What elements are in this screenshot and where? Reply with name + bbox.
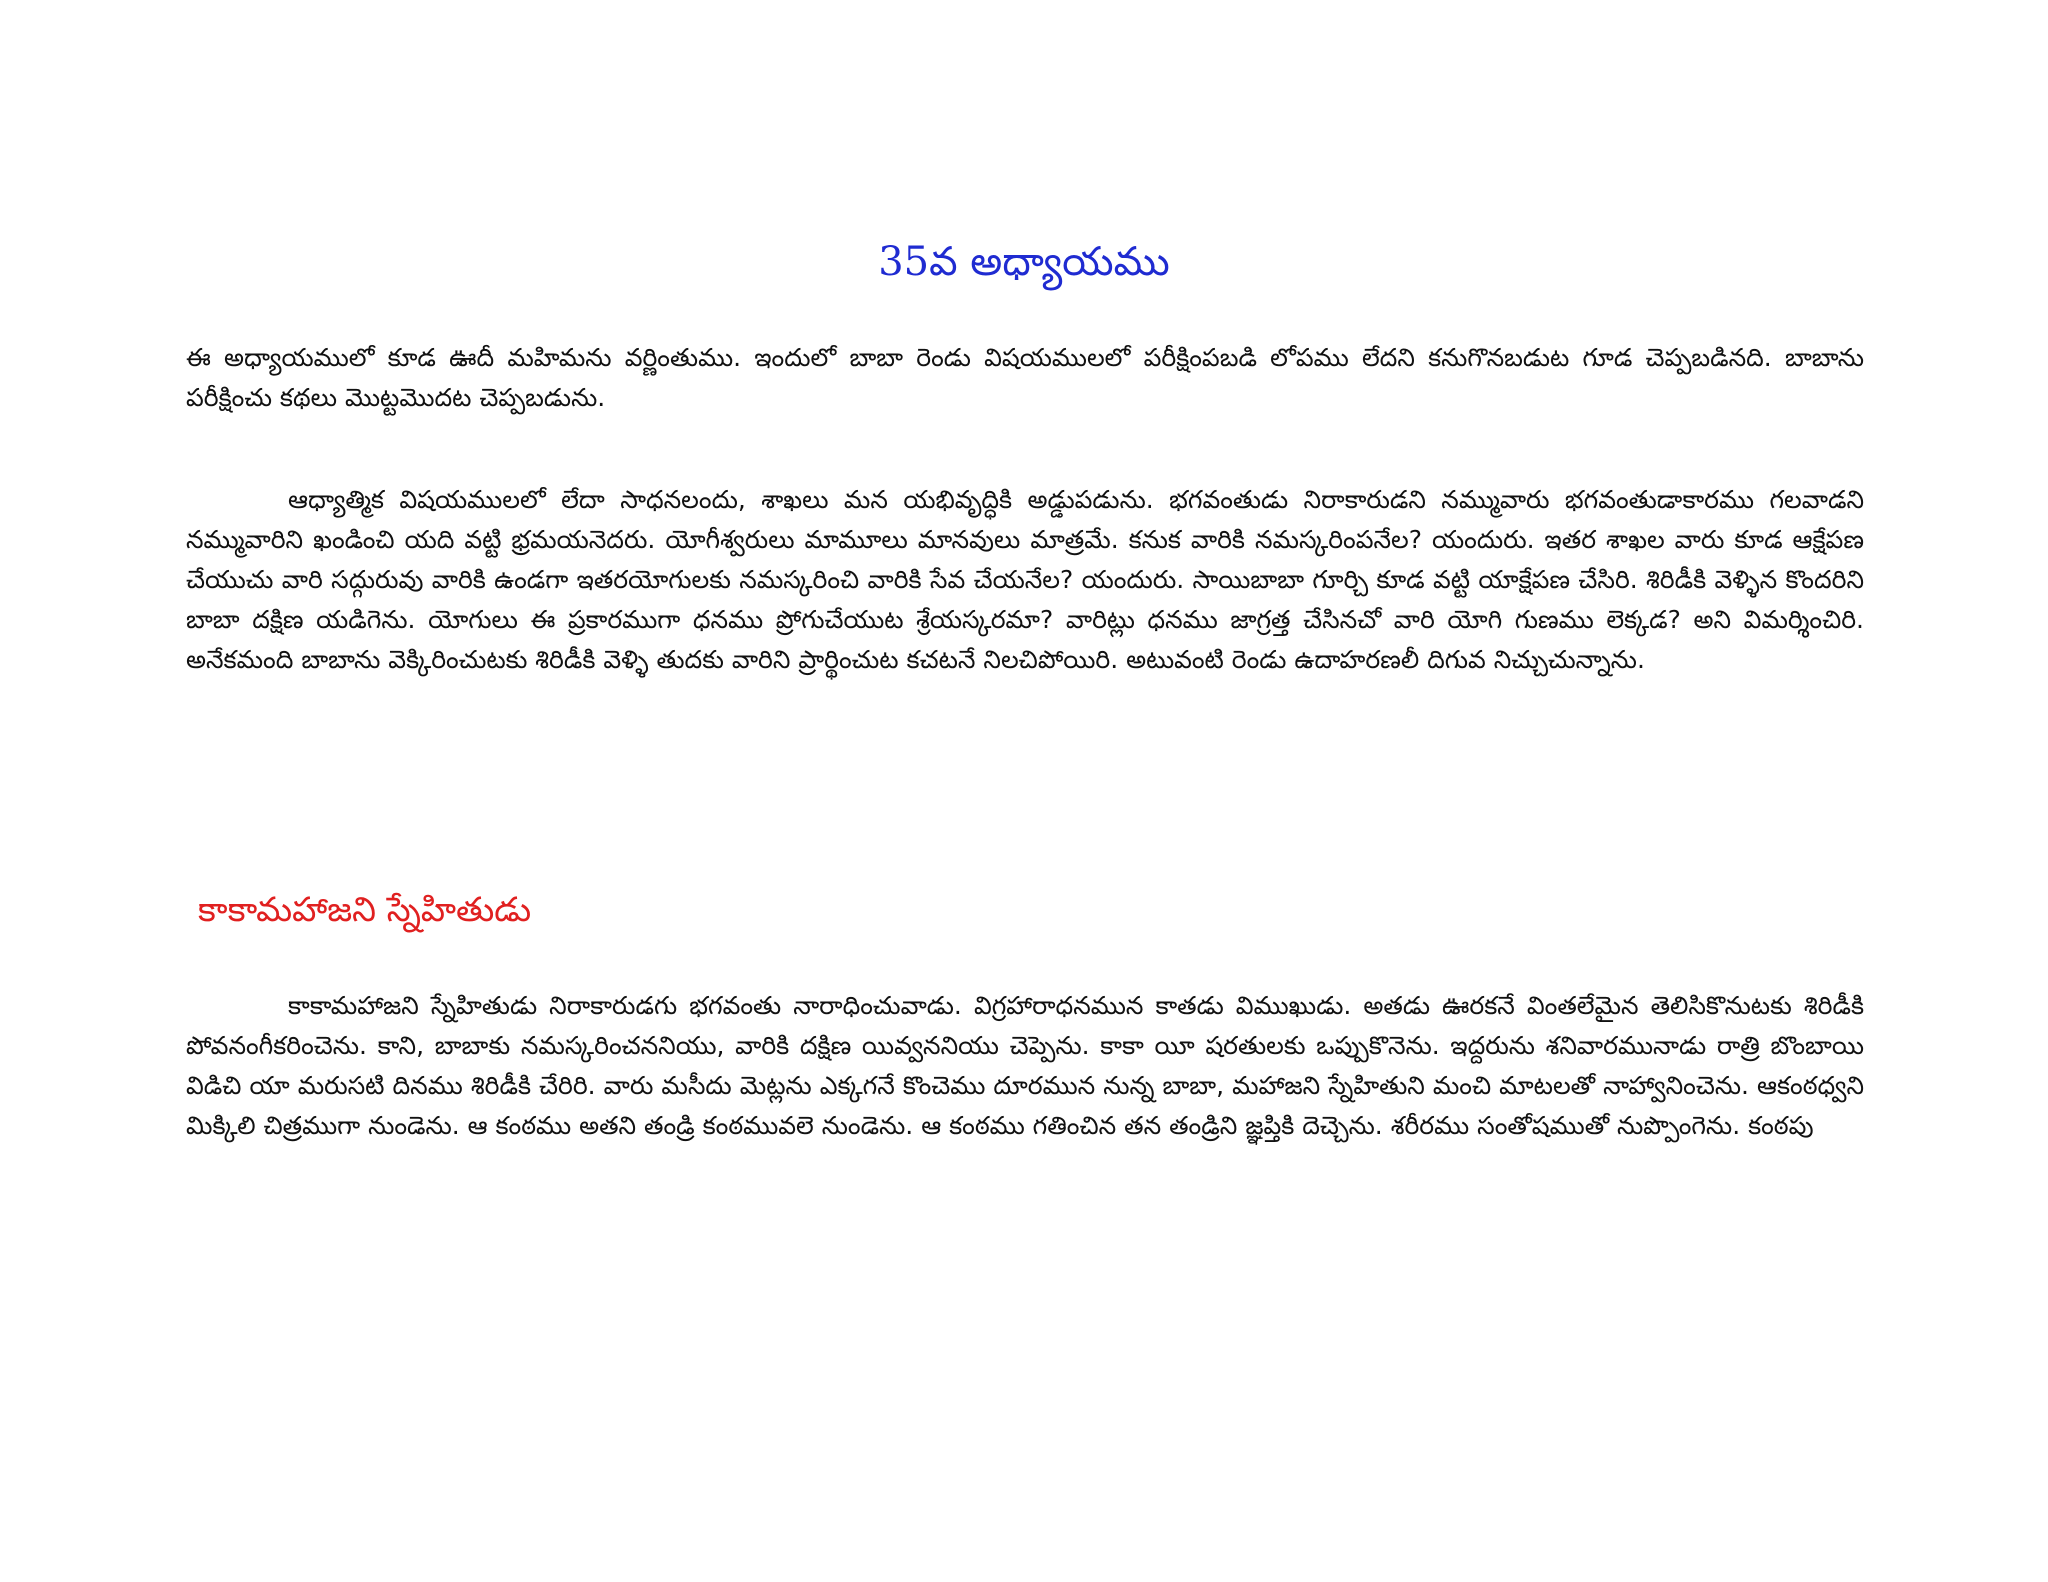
chapter-title: 35వ అధ్యాయము bbox=[878, 239, 1170, 285]
paragraph-story: కాకామహాజని స్నేహితుడు నిరాకారుడగు భగవంతు నారాధించువాడు. విగ్రహారాధనమున కాతడు విముఖుడు. అతడు ఊరకనే వింతలేమైన తెలిసికొనుటకు శిరిడీకి పోవనంగీకరించెను. కాని, బాబాకు నమస్కరించననియు, వారికి దక్షిణ యివ్వననియు చెప్పెను. కాకా యీ షరతులకు ఒప్పుకొనెను. ఇద్దరును శనివారమునాడు రాత్రి బొంబాయి విడిచి యా మరుసటి దినము శిరిడీకి చేరిరి. వారు మసీదు మెట్లను ఎక్కగనే కొంచెము దూరమున నున్న బాబా, మహాజని స్నేహితుని మంచి మాటలతో నాహ్వానించెను. ఆకంఠధ్వని మిక్కిలి చిత్రముగా నుండెను. ఆ కంఠము అతని తండ్రి కంఠమువలె నుండెను. ఆ కంఠము గతించిన తన తండ్రిని జ్ఞప్తికి దెచ్చెను. శరీరము సంతోషముతో నుప్పొంగెను. కంఠపు bbox=[186, 991, 1864, 1140]
section-heading: కాకామహాజని స్నేహితుడు bbox=[198, 890, 532, 930]
paragraph-intro: ఈ అధ్యాయములో కూడ ఊదీ మహిమను వర్ణింతుము. ఇందులో బాబా రెండు విషయములలో పరీక్షింపబడి లోపము లేదని కనుగొనబడుట గూడ చెప్పబడినది. బాబాను పరీక్షించు కథలు మొట్టమొదట చెప్పబడును. bbox=[186, 343, 1864, 412]
paragraph-sects: ఆధ్యాత్మిక విషయములలో లేదా సాధనలందు, శాఖలు మన యభివృద్ధికి అడ్డుపడును. భగవంతుడు నిరాకారుడని నమ్మువారు భగవంతుడాకారము గలవాడని నమ్మువారిని ఖండించి యది వట్టి భ్రమయనెదరు. యోగీశ్వరులు మామూలు మానవులు మాత్రమే. కనుక వారికి నమస్కరింపనేల? యందురు. ఇతర శాఖల వారు కూడ ఆక్షేపణ చేయుచు వారి సద్గురువు వారికి ఉండగా ఇతరయోగులకు నమస్కరించి వారికి సేవ చేయనేల? యందురు. సాయిబాబా గూర్చి కూడ వట్టి యాక్షేపణ చేసిరి. శిరిడీకి వెళ్ళిన కొందరిని బాబా దక్షిణ యడిగెను. యోగులు ఈ ప్రకారముగా ధనము ప్రోగుచేయుట శ్రేయస్కరమా? వారిట్లు ధనము జాగ్రత్త చేసినచో వారి యోగి గుణము లెక్కడ? అని విమర్శించిరి. అనేకమంది బాబాను వెక్కిరించుటకు శిరిడీకి వెళ్ళి తుదకు వారిని ప్రార్థించుట కచటనే నిలచిపోయిరి. అటువంటి రెండు ఉదాహరణలీ దిగువ నిచ్చుచున్నాను. bbox=[186, 485, 1864, 674]
